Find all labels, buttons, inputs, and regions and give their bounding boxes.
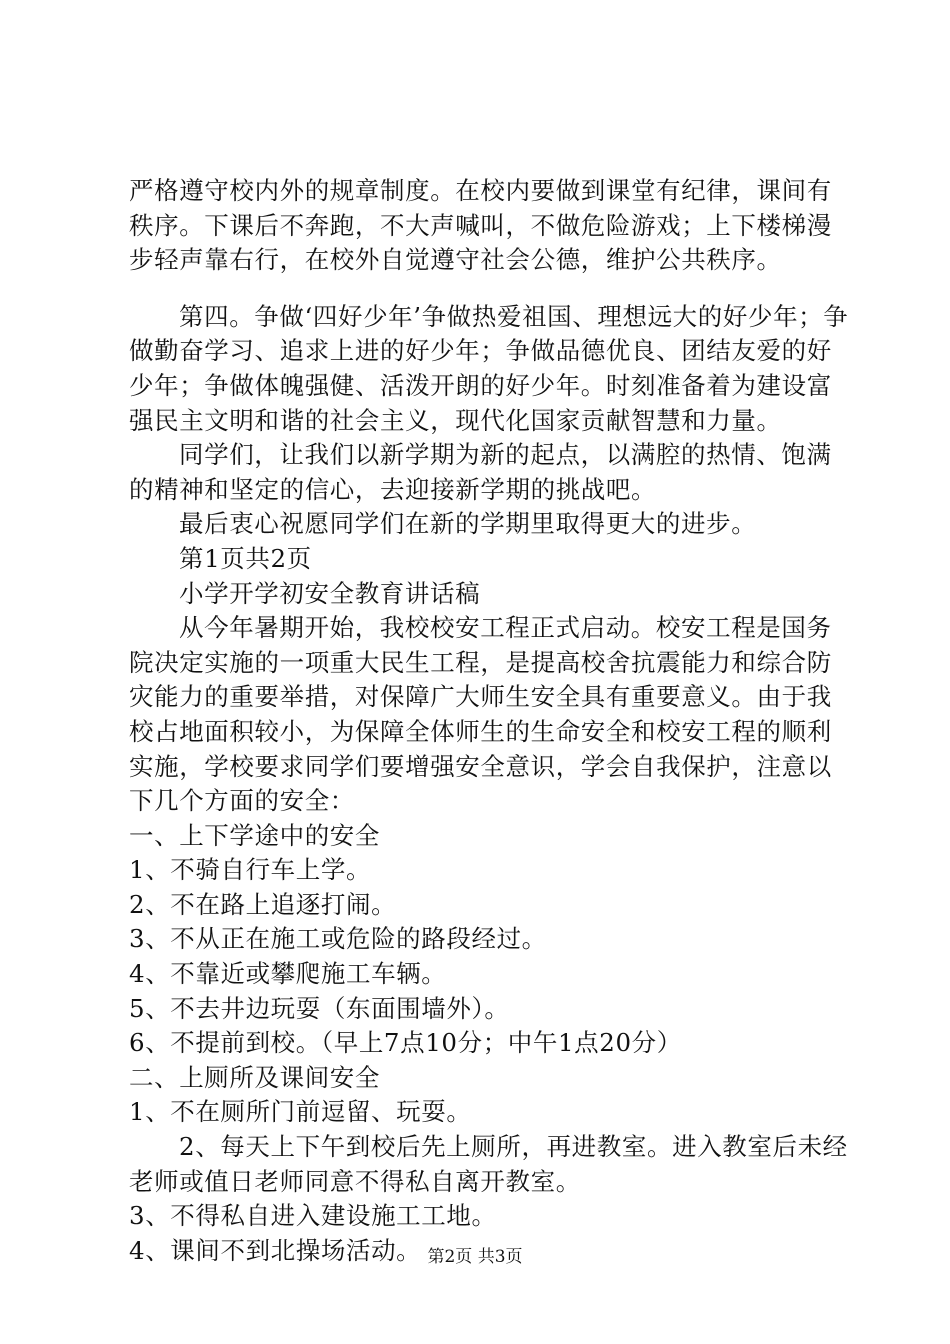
document-body <box>129 174 849 1268</box>
list-item: 4、不靠近或攀爬施工车辆。 <box>129 959 447 989</box>
list-item: 4、课间不到北操场活动。 <box>129 1235 422 1265</box>
paragraph-wishes: 最后衷心祝愿同学们在新的学期里取得更大的进步。 <box>179 509 757 539</box>
list-item: 6、不提前到校。（早上7点10分；中午1点20分） <box>129 1028 682 1058</box>
paragraph-intro: 从今年暑期开始，我校校安工程正式启动。校安工程是国务院决定实施的一项重大民生工程，是提高校舍抗震能力和综合防灾能力的重要举措，对保障广大师生安全具有重要意义。由于我校占地面积较小，为保障全体师生的生命安全和校安工程的顺利实施，学校要求同学们要增强安全意识，学会自我保护，注意以下几个方面的安全： <box>129 613 832 816</box>
list-item: 2、每天上下午到校后先上厕所，再进教室。进入教室后未经老师或值日老师同意不得私自离开教室。 <box>129 1132 848 1196</box>
heading-restroom-recess-safety: 二、上厕所及课间安全 <box>129 1062 380 1092</box>
list-item: 5、不去井边玩耍（东面围墙外）。 <box>129 993 510 1023</box>
page-footer: 第2页 共3页 <box>427 1247 523 1267</box>
section-title: 小学开学初安全教育讲话稿 <box>179 578 481 608</box>
list-item: 1、不骑自行车上学。 <box>129 855 372 885</box>
paragraph-rules: 严格遵守校内外的规章制度。在校内要做到课堂有纪律，课间有秩序。下课后不奔跑，不大声喊叫，不做危险游戏；上下楼梯漫步轻声靠右行，在校外自觉遵守社会公德，维护公共秩序。 <box>129 176 832 275</box>
paragraph-four-good-youth: 第四。争做‘四好少年’争做热爱祖国、理想远大的好少年；争做勤奋学习、追求上进的好少年；争做品德优良、团结友爱的好少年；争做体魄强健、活泼开朗的好少年。时刻准备着为建设富强民主文明和谐的社会主义，现代化国家贡献智慧和力量。 <box>129 301 849 435</box>
list-item: 1、不在厕所门前逗留、玩耍。 <box>129 1097 472 1127</box>
list-item: 2、不在路上追逐打闹。 <box>129 889 397 919</box>
paragraph-new-semester: 同学们，让我们以新学期为新的起点，以满腔的热情、饱满的精神和坚定的信心，去迎接新学期的挑战吧。 <box>129 440 832 504</box>
inline-page-marker: 第1页共2页 <box>179 543 312 573</box>
list-item: 3、不从正在施工或危险的路段经过。 <box>129 924 547 954</box>
heading-commute-safety: 一、上下学途中的安全 <box>129 820 380 850</box>
list-item: 3、不得私自进入建设施工工地。 <box>129 1201 497 1231</box>
